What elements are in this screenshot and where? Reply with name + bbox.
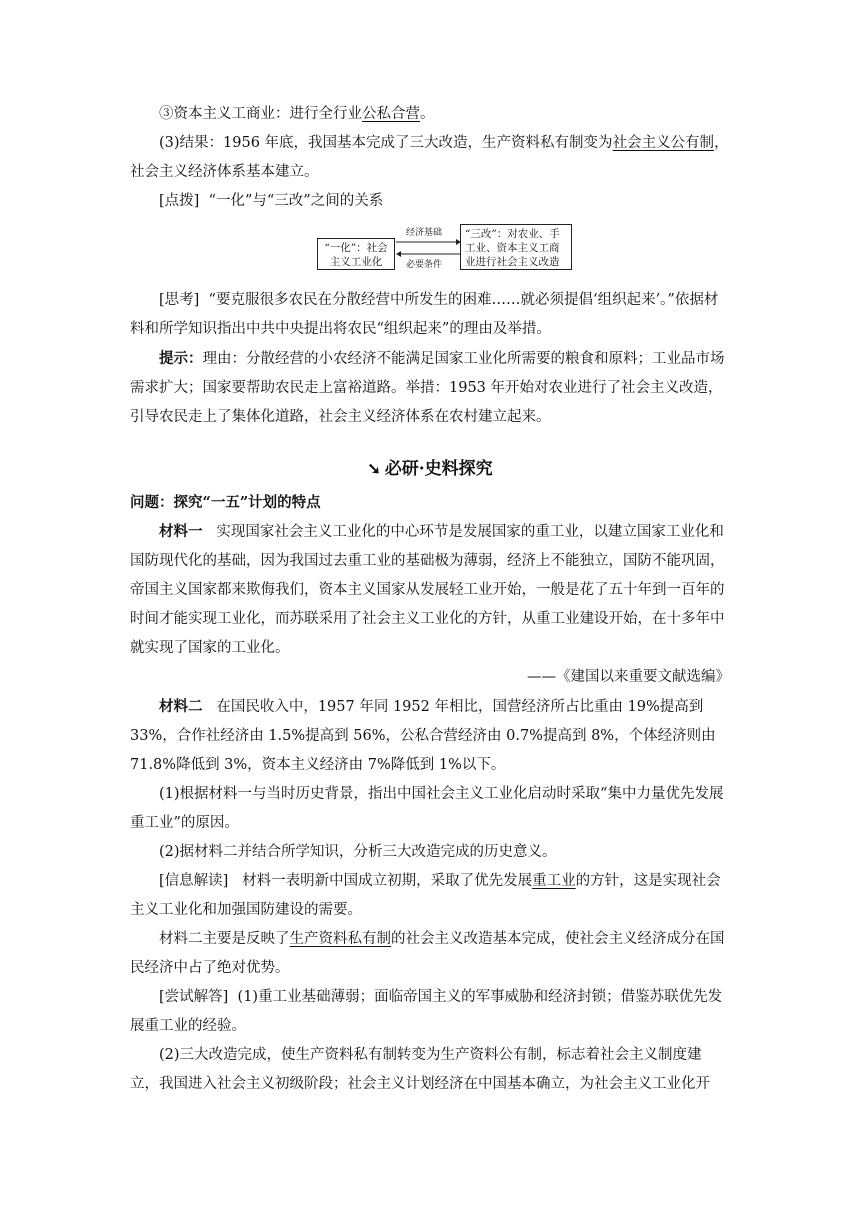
- paragraph-commerce: ③资本主义工商业：进行全行业公私合营。: [159, 106, 435, 122]
- arrow-label-economic-base: 经济基础: [406, 228, 443, 238]
- paragraph-hint: 提示：理由：分散经营的小农经济不能满足国家工业化所需要的粮食和原料；工业品市场需求扩大；国家要帮助农民走上富裕道路。举措：1953 年开始对农业进行了社会主义改造，引导农民走上了集体化道路，社会主义经济体系在农村建立起来。: [130, 350, 725, 425]
- paragraph-tip: [点拨] “一化”与“三改”之间的关系: [159, 193, 384, 209]
- info-reading: [信息解读] 材料一表明新中国成立初期，采取了优先发展重工业的方针，这是实现社会主义工业化和加强国防建设的需要。: [130, 873, 721, 918]
- question-title: 问题：探究“一五”计划的特点: [130, 494, 321, 511]
- answer-tag: [尝试解答]: [159, 989, 229, 1005]
- think-tag: [思考]: [159, 292, 200, 308]
- arrow-down-right-icon: ➘: [367, 459, 381, 478]
- underlined-term: 生产资料私有制: [289, 931, 391, 947]
- underlined-term: 社会主义公有制: [612, 135, 715, 151]
- relation-diagram: [130, 224, 730, 278]
- paragraph-result: (3)结果：1956 年底，我国基本完成了三大改造，生产资料私有制变为社会主义公有制，社会主义经济体系基本建立。: [130, 135, 729, 180]
- answer-one: [尝试解答] (1)重工业基础薄弱；面临帝国主义的军事威胁和经济封锁；借鉴苏联优先发展重工业的经验。: [130, 989, 723, 1034]
- material-one: 材料一 实现国家社会主义工业化的中心环节是发展国家的重工业，以建立国家工业化和国防现代化的基础，因为我国过去重工业的基础极为薄弱，经济上不能独立，国防不能巩固，帝国主义国家都来欺侮我们，资本主义国家从发展轻工业开始，一般是花了五十年到一百年的时间才能实现工业化，而苏联采用了社会主义工业化的方针，从重工业建设开始，在十多年中就实现了国家的工业化。: [130, 523, 725, 656]
- document-page: [130, 100, 730, 1099]
- three-transformations-box: “三改”：对农业、手工业、资本主义工商业进行社会主义改造: [460, 224, 572, 270]
- material-two: 材料二 在国民收入中，1957 年同 1952 年相比，国营经济所占比重由 19%提高到 33%，合作社经济由 1.5%提高到 56%，公私合营经济由 0.7%提高到 8%，个体经济则由 71.8%降低到 3%，资本主义经济由 7%降低到 1%以下。: [130, 698, 716, 773]
- question-two: (2)据材料二并结合所学知识，分析三大改造完成的历史意义。: [159, 844, 557, 860]
- industrialization-box: “一化”：社会主义工业化: [317, 238, 395, 270]
- arrow-left-head: [396, 251, 401, 257]
- question-one: (1)根据材料一与当时历史背景，指出中国社会主义工业化启动时采取“集中力量优先发展重工业”的原因。: [130, 786, 724, 831]
- hint-tag: 提示：: [159, 350, 203, 367]
- arrow-label-necessary-condition: 必要条件: [406, 260, 443, 270]
- underlined-term: 重工业: [532, 873, 576, 889]
- info-tag: [信息解读]: [159, 873, 229, 889]
- answer-two: (2)三大改造完成，使生产资料私有制转变为生产资料公有制，标志着社会主义制度建立，我国进入社会主义初级阶段；社会主义计划经济在中国基本确立，为社会主义工业化开: [130, 1047, 710, 1092]
- section-heading: ➘ 必研·史料探究: [367, 459, 493, 479]
- info-reading-two: 材料二主要是反映了生产资料私有制的社会主义改造基本完成，使社会主义经济成分在国民经济中占了绝对优势。: [130, 931, 725, 976]
- tip-tag: [点拨]: [159, 193, 200, 209]
- source-citation: ——《建国以来重要文献选编》: [527, 669, 730, 685]
- material-tag: 材料二: [159, 698, 203, 715]
- arrow-right-head: [456, 239, 461, 245]
- underlined-term: 公私合营: [362, 106, 420, 122]
- material-tag: 材料一: [159, 523, 203, 540]
- paragraph-think: [思考] “要克服很多农民在分散经营中所发生的困难……就必须提倡‘组织起来’。”依据材料和所学知识指出中共中央提出将农民“组织起来”的理由及举措。: [130, 292, 719, 337]
